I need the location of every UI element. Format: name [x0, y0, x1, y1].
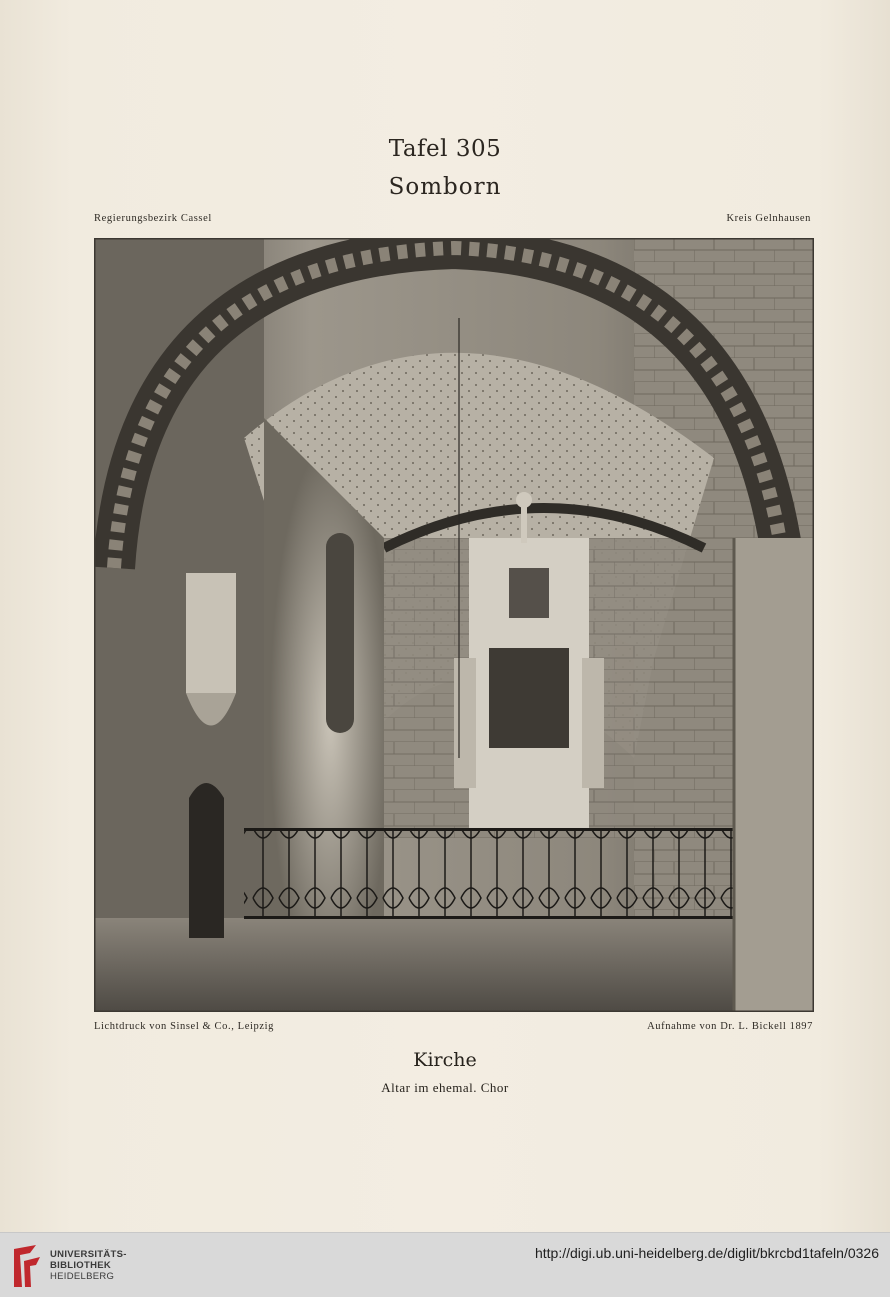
university-library-logo-icon [10, 1243, 44, 1289]
logo-line-2: BIBLIOTHEK [50, 1260, 112, 1271]
caption-subtitle: Altar im ehemal. Chor [381, 1080, 509, 1095]
altar [454, 492, 604, 828]
caption-title: Kirche [413, 1049, 477, 1071]
header-region: Regierungsbezirk Cassel [94, 213, 212, 224]
library-name [50, 1249, 127, 1282]
permalink-url[interactable]: http://digi.ub.uni-heidelberg.de/diglit/bkrcbd1tafeln/0326 [534, 1245, 879, 1261]
photographer-credit: Aufnahme von Dr. L. Bickell 1897 [647, 1021, 813, 1032]
logo-line-1: UNIVERSITÄTS- [50, 1249, 127, 1260]
plate-number: Tafel 305 [388, 136, 502, 162]
printer-credit: Lichtdruck von Sinsel & Co., Leipzig [94, 1021, 274, 1032]
logo-line-3: HEIDELBERG [50, 1271, 115, 1282]
library-footer [0, 1232, 890, 1297]
header-district: Kreis Gelnhausen [726, 213, 811, 224]
photo-illustration [94, 238, 814, 1012]
plate-place: Somborn [388, 174, 502, 200]
church-interior-photograph [94, 238, 814, 1012]
